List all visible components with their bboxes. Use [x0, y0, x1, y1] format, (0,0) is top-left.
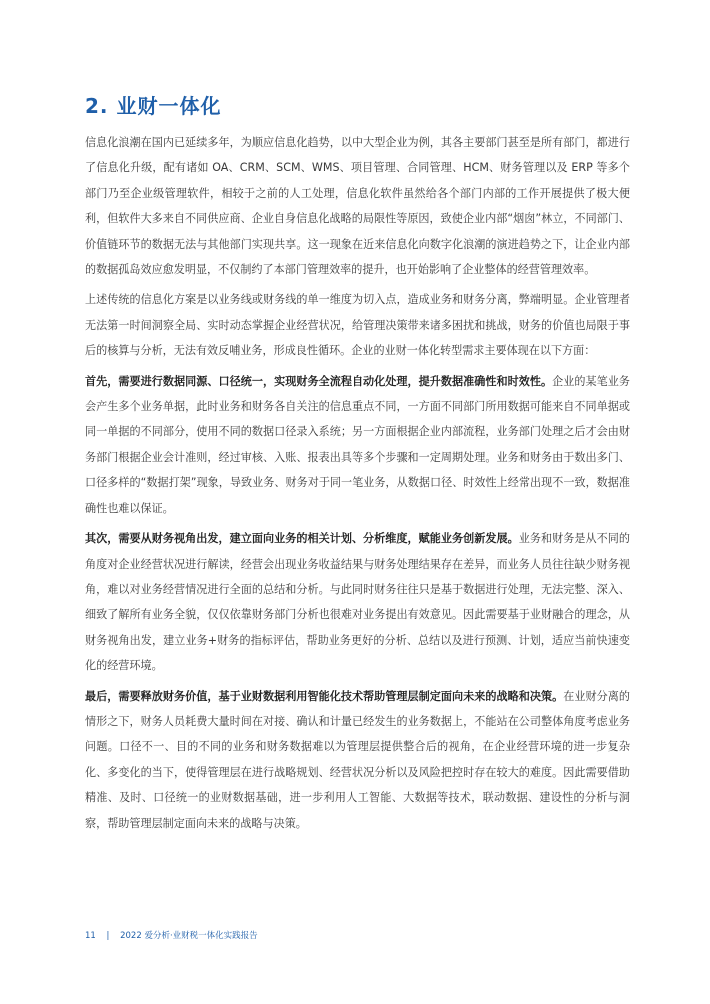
paragraph-text: 企业的某笔业务会产生多个业务单据，此时业务和财务各自关注的信息重点不同，一方面不同部门所用数据可能来自不同单据或同一单据的不同部分，使用不同的数据口径录入系统；另一方面根据企业内部流程，业务部门处理之后才会由财务部门根据企业会计准则，经过审核、入账、报表出具等多个步骤和一定周期处理。业务和财务由于数出多门、口径多样的“数据打架”现象，导致业务、财务对于同一笔业务，从数据口径、时效性上经常出现不一致，数据准确性也难以保证。	[85, 374, 630, 515]
paragraph-lead: 首先，需要进行数据同源、口径统一，实现财务全流程自动化处理，提升数据准确性和时效性。	[85, 374, 553, 388]
page-number: 11	[85, 931, 96, 941]
section-heading: 2. 业财一体化	[85, 94, 222, 118]
paragraph-text: 在业财分离的情形之下，财务人员耗费大量时间在对接、确认和计量已经发生的业务数据上，不能站在公司整体角度考虑业务问题。口径不一、目的不同的业务和财务数据难以为管理层提供整合后的视角，在企业经营环境的进一步复杂化、多变化的当下，使得管理层在进行战略规划、经营状况分析以及风险把控时存在较大的难度。因此需要借助精准、及时、口径统一的业财数据基础，进一步利用人工智能、大数据等技术，联动数据、建设性的分析与洞察，帮助管理层制定面向未来的战略与决策。	[85, 689, 630, 830]
paragraph-text: 信息化浪潮在国内已延续多年，为顺应信息化趋势，以中大型企业为例，其各主要部门甚至是所有部门，都进行了信息化升级，配有诸如 OA、CRM、SCM、WMS、项目管理、合同管理、HCM、财务管理以及 ERP 等多个部门乃至企业级管理软件，相较于之前的人工处理，信息化软件虽然给各个部门内部的工作开展提供了极大便利，但软件大多来自不同供应商、企业自身信息化战略的局限性等原因，致使企业内部“烟囱”林立，不同部门、价值链环节的数据无法与其他部门实现共享。这一现象在近来信息化向数字化浪潮的演进趋势之下，让企业内部的数据孤岛效应愈发明显，不仅制约了本部门管理效率的提升，也开始影响了企业整体的经营管理效率。	[85, 136, 630, 277]
paragraph-first-need	[85, 369, 630, 521]
paragraph-text: 上述传统的信息化方案是以业务线或财务线的单一维度为切入点，造成业务和财务分离，弊端明显。企业管理者无法第一时间洞察全局、实时动态掌握企业经营状况，给管理决策带来诸多困扰和挑战，财务的价值也局限于事后的核算与分析，无法有效反哺业务，形成良性循环。企业的业财一体化转型需求主要体现在以下方面：	[85, 293, 630, 358]
paragraph-problem	[85, 287, 630, 363]
paragraph-lead: 其次，需要从财务视角出发，建立面向业务的相关计划、分析维度，赋能业务创新发展。	[85, 532, 519, 546]
paragraph-intro	[85, 130, 630, 282]
report-title: 2022 爱分析·业财税一体化实践报告	[120, 931, 258, 941]
paragraph-text: 业务和财务是从不同的角度对企业经营状况进行解读，经营会出现业务收益结果与财务处理结果存在差异，而业务人员往往缺少财务视角，难以对业务经营情况进行全面的总结和分析。与此同时财务往往只是基于数据进行处理，无法完整、深入、细致了解所有业务全貌，仅仅依靠财务部门分析也很难对业务提出有效意见。因此需要基于业财融合的理念，从财务视角出发，建立业务+财务的指标评估，帮助业务更好的分析、总结以及进行预测、计划，适应当前快速变化的经营环境。	[85, 532, 630, 673]
page-footer	[85, 929, 258, 941]
paragraph-second-need	[85, 526, 630, 678]
paragraph-lead: 最后，需要释放财务价值，基于业财数据利用智能化技术帮助管理层制定面向未来的战略和决策。	[85, 689, 564, 703]
body-text	[85, 130, 630, 836]
paragraph-third-need	[85, 684, 630, 836]
footer-separator: |	[106, 931, 110, 941]
